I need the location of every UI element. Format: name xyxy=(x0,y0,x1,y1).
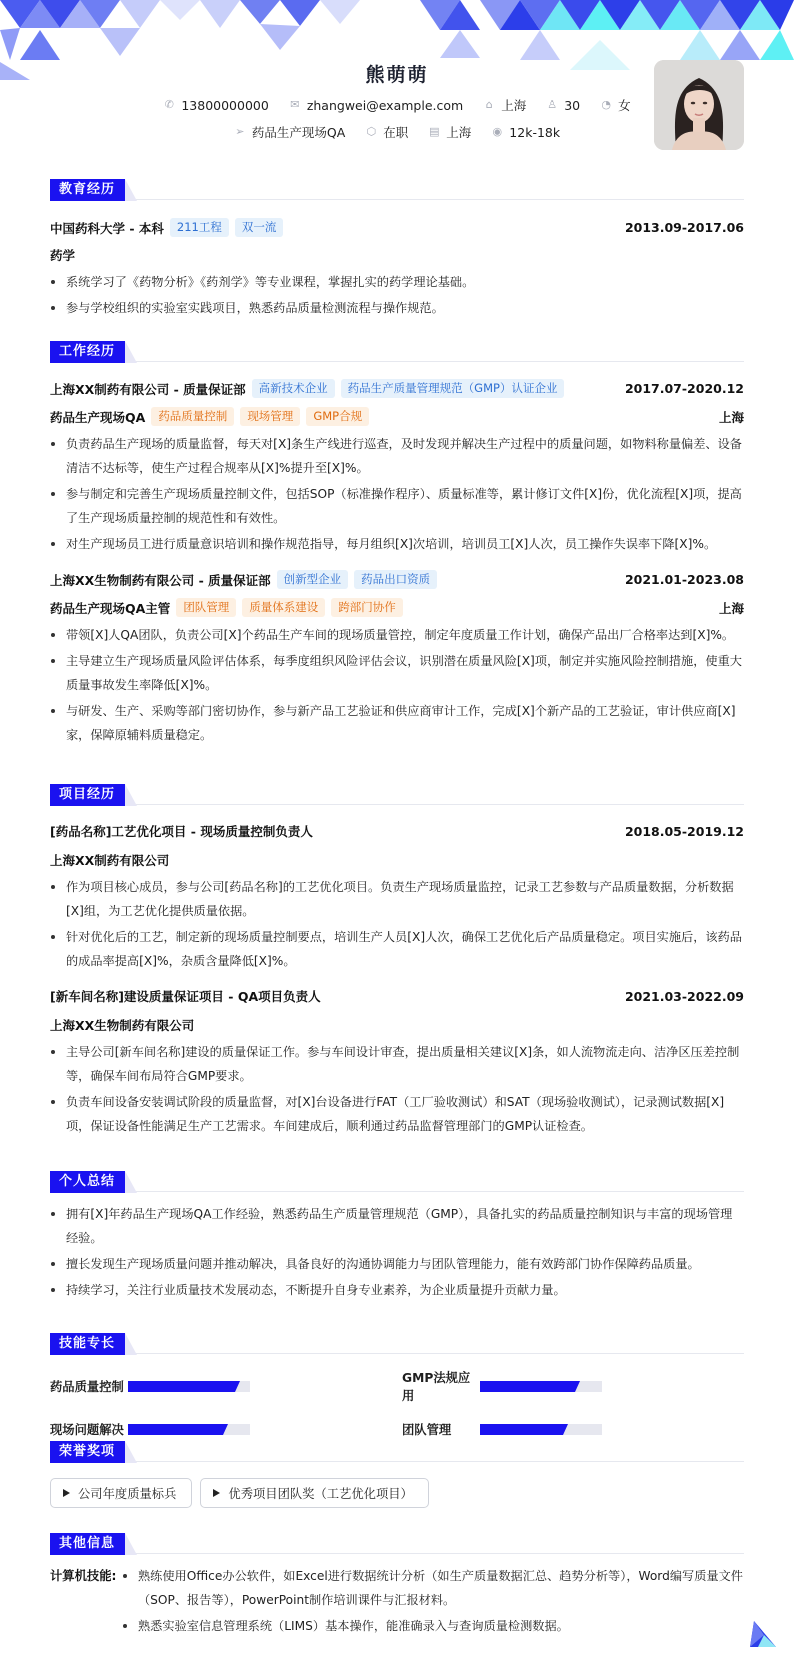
education-row xyxy=(50,218,744,237)
email-item xyxy=(289,98,463,113)
play-icon xyxy=(63,1489,70,1497)
section-title: 工作经历 xyxy=(50,341,125,363)
company-tag: 药品出口资质 xyxy=(354,570,437,589)
status-text: 在职 xyxy=(383,125,409,140)
salary-text: 12k-18k xyxy=(509,124,561,140)
education-date: 2013.09-2017.06 xyxy=(624,220,744,235)
skill-bar xyxy=(480,1381,602,1392)
corner-decoration xyxy=(748,1619,778,1653)
job-role: 药品生产现场QA xyxy=(50,409,146,425)
job-company-row xyxy=(50,379,744,398)
job-bullets xyxy=(50,623,744,747)
list-item: 负责药品生产现场的质量监督，每天对[X]条生产线进行巡查，及时发现并解决生产过程中的质量问题，如物料称量偏差、设备清洁不达标等，使生产过程合规率从[X]%提升至[X]%。 xyxy=(50,432,744,480)
list-item: 系统学习了《药物分析》《药剂学》等专业课程，掌握扎实的药学理论基础。 xyxy=(50,270,744,294)
role-tag: 跨部门协作 xyxy=(331,598,403,617)
section-title: 其他信息 xyxy=(50,1533,125,1555)
award-label: 公司年度质量标兵 xyxy=(78,1487,177,1501)
target-city-text: 上海 xyxy=(446,125,472,140)
job-role-row xyxy=(50,598,744,617)
other-header xyxy=(50,1532,744,1554)
honors-header xyxy=(50,1440,744,1462)
skill-fill xyxy=(480,1424,563,1435)
school-tag: 双一流 xyxy=(235,218,284,237)
project-date: 2021.03-2022.09 xyxy=(624,988,744,1004)
gender-text: 女 xyxy=(618,98,631,113)
phone-icon: ✆ xyxy=(164,98,174,111)
other-section xyxy=(50,1532,744,1638)
list-item: 参与制定和完善生产现场质量控制文件，包括SOP（标准操作程序）、质量标准等，累计修订文件[X]份，优化流程[X]项，提高了生产现场质量控制的规范性和有效性。 xyxy=(50,482,744,530)
building-icon: ▤ xyxy=(429,125,440,138)
list-item: 拥有[X]年药品生产现场QA工作经验，熟悉药品生产质量管理规范（GMP），具备扎实的药品质量控制知识与丰富的现场管理经验。 xyxy=(50,1202,744,1250)
list-item: 作为项目核心成员，参与公司[药品名称]的工艺优化项目。负责生产现场质量监控，记录工艺参数与产品质量数据，分析数据[X]组，为工艺优化提供质量依据。 xyxy=(50,875,744,923)
list-item: 持续学习，关注行业质量技术发展动态，不断提升自身专业素养，为企业质量提升贡献力量。 xyxy=(50,1278,744,1302)
company-tag: 高新技术企业 xyxy=(252,379,335,398)
skill-bar xyxy=(128,1424,250,1435)
skill-name: 团队管理 xyxy=(402,1423,452,1437)
position-text: 药品生产现场QA xyxy=(251,125,346,140)
list-item: 带领[X]人QA团队，负责公司[X]个药品生产车间的现场质量管控，制定年度质量工作计划，确保产品出厂合格率达到[X]%。 xyxy=(50,623,744,647)
job-date: 2021.01-2023.08 xyxy=(624,572,744,587)
age-item xyxy=(546,98,580,113)
age-icon: ♙ xyxy=(547,98,558,111)
list-item: 熟悉实验室信息管理系统（LIMS）基本操作，能准确录入与查询质量检测数据。 xyxy=(122,1614,744,1638)
position-item xyxy=(234,123,345,141)
skill-name: 现场问题解决 xyxy=(50,1423,124,1437)
gender-icon: ◔ xyxy=(601,98,611,111)
summary-section xyxy=(50,1170,744,1302)
job-company-row xyxy=(50,570,744,589)
skill-name: 药品质量控制 xyxy=(50,1380,124,1394)
contact-row-2 xyxy=(0,123,794,141)
work-header xyxy=(50,340,744,362)
school-tag: 211工程 xyxy=(170,218,229,237)
list-item: 擅长发现生产现场质量问题并推动解决，具备良好的沟通协调能力与团队管理能力，能有效跨部门协作保障药品质量。 xyxy=(50,1252,744,1276)
honors-section xyxy=(50,1440,744,1508)
project-org: 上海XX生物制药有限公司 xyxy=(50,1018,195,1033)
skill-fill xyxy=(128,1381,235,1392)
award-item xyxy=(50,1478,192,1508)
computer-skills xyxy=(50,1564,744,1638)
project-name: [新车间名称]建设质量保证项目 - QA项目负责人 xyxy=(50,989,321,1004)
skills-header xyxy=(50,1332,744,1354)
section-title: 荣誉奖项 xyxy=(50,1441,125,1463)
project-row xyxy=(50,822,744,840)
skill-name: GMP法规应用 xyxy=(402,1371,471,1403)
project-org-row xyxy=(50,1016,744,1034)
major-row xyxy=(50,246,744,264)
school-name: 中国药科大学 - 本科 xyxy=(50,220,164,236)
job-city: 上海 xyxy=(718,409,744,425)
education-bullets xyxy=(50,270,744,320)
award-item xyxy=(200,1478,428,1508)
contact-row-1 xyxy=(0,96,794,114)
list-item: 针对优化后的工艺，制定新的现场质量控制要点，培训生产人员[X]人次，确保工艺优化后产品质量稳定。项目实施后，该药品的成品率提高[X]%，杂质含量降低[X]%。 xyxy=(50,925,744,973)
honors-list xyxy=(50,1478,744,1508)
project-row xyxy=(50,987,744,1005)
summary-header xyxy=(50,1170,744,1192)
skills-section xyxy=(50,1332,744,1438)
education-header xyxy=(50,178,744,200)
project-bullets xyxy=(50,1040,744,1138)
status-icon: ⬡ xyxy=(366,125,377,138)
role-tag: 现场管理 xyxy=(240,407,300,426)
skill-item xyxy=(402,1368,602,1404)
skill-item xyxy=(50,1368,402,1404)
skills-row xyxy=(50,1420,744,1438)
list-item: 负责车间设备安装调试阶段的质量监督，对[X]台设备进行FAT（工厂验收测试）和SAT（现场验收测试），记录测试数据[X]项，保证设备性能满足生产工艺需求。车间建成后，顺利通过药品监督管理部门的GMP认证检查。 xyxy=(50,1090,744,1138)
skill-bar xyxy=(128,1381,250,1392)
skills-row xyxy=(50,1368,744,1404)
gender-item xyxy=(600,96,631,114)
award-label: 优秀项目团队奖（工艺优化项目） xyxy=(228,1487,413,1501)
age-text: 30 xyxy=(564,97,581,113)
work-section xyxy=(50,340,744,747)
skill-item xyxy=(50,1420,402,1438)
job-city: 上海 xyxy=(718,600,744,616)
role-tag: GMP合规 xyxy=(306,407,369,426)
computer-skills-bullets xyxy=(122,1564,744,1638)
skill-fill xyxy=(480,1381,575,1392)
project-bullets xyxy=(50,875,744,973)
skill-fill xyxy=(128,1424,223,1435)
list-item: 主导建立生产现场质量风险评估体系，每季度组织风险评估会议，识别潜在质量风险[X]项，制定并实施风险控制措施，使重大质量事故发生率降低[X]%。 xyxy=(50,649,744,697)
section-title: 教育经历 xyxy=(50,179,125,201)
list-item: 熟练使用Office办公软件，如Excel进行数据统计分析（如生产质量数据汇总、趋势分析等），Word编写质量文件（SOP、报告等），PowerPoint制作培训课件与汇报材料。 xyxy=(122,1564,744,1612)
skill-item xyxy=(402,1420,602,1438)
phone-item xyxy=(163,98,268,113)
send-icon: ➢ xyxy=(235,125,245,138)
project-section xyxy=(50,783,744,1138)
role-tag: 团队管理 xyxy=(176,598,236,617)
computer-skills-label: 计算机技能: xyxy=(50,1569,117,1583)
summary-bullets xyxy=(50,1202,744,1302)
candidate-name: 熊萌萌 xyxy=(365,64,429,86)
location-item xyxy=(483,96,526,114)
job-role: 药品生产现场QA主管 xyxy=(50,600,171,616)
phone-text: 13800000000 xyxy=(181,97,269,113)
list-item: 参与学校组织的实验室实践项目，熟悉药品质量检测流程与操作规范。 xyxy=(50,296,744,320)
job-date: 2017.07-2020.12 xyxy=(624,381,744,396)
company-name: 上海XX制药有限公司 - 质量保证部 xyxy=(50,381,246,397)
section-title: 个人总结 xyxy=(50,1171,125,1193)
project-date: 2018.05-2019.12 xyxy=(624,823,744,839)
play-icon xyxy=(213,1489,220,1497)
education-section xyxy=(50,178,744,320)
location-text: 上海 xyxy=(501,98,527,113)
project-org-row xyxy=(50,851,744,869)
project-org: 上海XX制药有限公司 xyxy=(50,853,170,868)
mail-icon: ✉ xyxy=(290,98,300,111)
home-icon: ⌂ xyxy=(485,98,493,111)
list-item: 对生产现场员工进行质量意识培训和操作规范指导，每月组织[X]次培训，培训员工[X]人次，员工操作失误率下降[X]%。 xyxy=(50,532,744,556)
skill-bar xyxy=(480,1424,602,1435)
role-tag: 药品质量控制 xyxy=(151,407,234,426)
section-title: 技能专长 xyxy=(50,1333,125,1355)
email-text: zhangwei@example.com xyxy=(306,97,464,113)
company-tag: 创新型企业 xyxy=(277,570,349,589)
job-bullets xyxy=(50,432,744,556)
list-item: 主导公司[新车间名称]建设的质量保证工作。参与车间设计审查，提出质量相关建议[X]条，如人流物流走向、洁净区压差控制等，确保车间布局符合GMP要求。 xyxy=(50,1040,744,1088)
status-item xyxy=(365,123,408,141)
section-title: 项目经历 xyxy=(50,784,125,806)
project-header xyxy=(50,783,744,805)
job-role-row xyxy=(50,407,744,426)
target-city-item xyxy=(428,123,471,141)
list-item: 与研发、生产、采购等部门密切协作，参与新产品工艺验证和供应商审计工作，完成[X]个新产品的工艺验证，审计供应商[X]家，保障原辅料质量稳定。 xyxy=(50,699,744,747)
project-name: [药品名称]工艺优化项目 - 现场质量控制负责人 xyxy=(50,824,313,839)
salary-item xyxy=(491,125,560,140)
role-tag: 质量体系建设 xyxy=(242,598,325,617)
company-tag: 药品生产质量管理规范（GMP）认证企业 xyxy=(341,379,565,398)
company-name: 上海XX生物制药有限公司 - 质量保证部 xyxy=(50,572,271,588)
major: 药学 xyxy=(50,248,76,263)
salary-icon: ◉ xyxy=(492,125,503,138)
